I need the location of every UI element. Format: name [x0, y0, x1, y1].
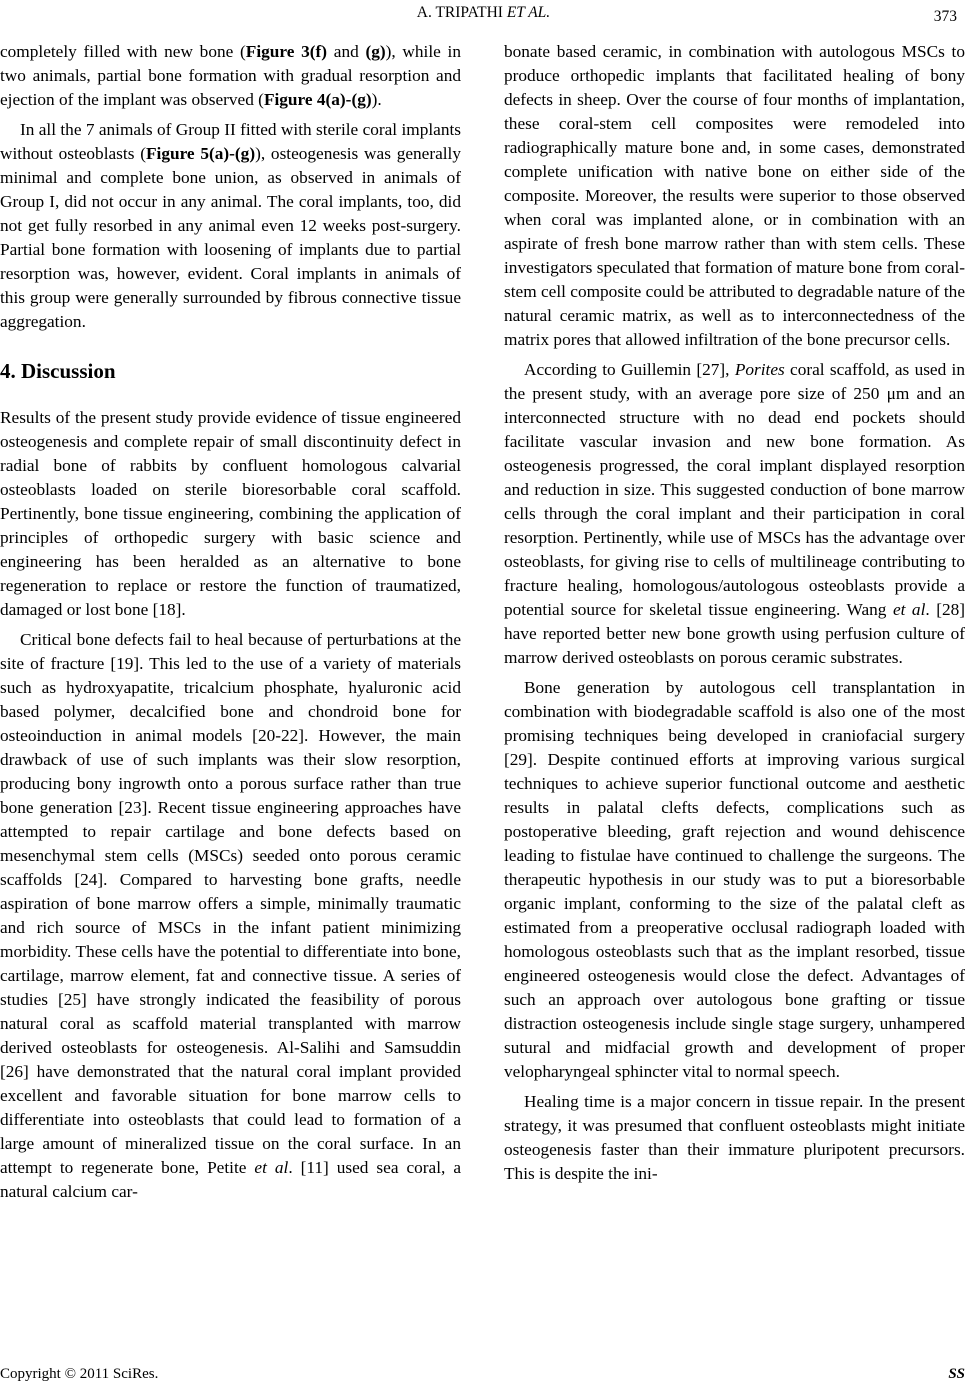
text-run: ).	[371, 90, 382, 109]
section-heading: 4. Discussion	[0, 359, 116, 383]
text-run: In all the 7 animals of Group II fitted with sterile coral implants without osteoblasts (	[0, 120, 461, 163]
running-head-etal: ET AL.	[506, 4, 551, 21]
page-header	[0, 2, 967, 26]
figure-ref: (g)	[365, 42, 386, 61]
figure-ref: Figure 5(a)-(g)	[145, 144, 256, 163]
text-run: coral scaffold, as used in the present study, with an average pore size of 250 μm and an interconnected structure with no dead end pockets should facilitate vascular invasion and new bone formation. As osteogenesis progressed, the coral implant displayed resorption and reduction in size. This suggested conduction of bone marrow cells through the coral implant and their participation in coral resorption. Pertinently, while use of MSCs has the advantage over osteoblasts, for giving rise to cells of multilineage contributing to fracture healing, homologous/autologous osteoblasts provide a potential source for skeletal tissue engineering. Wang	[504, 360, 965, 619]
figure-ref: Figure 4(a)-(g)	[263, 90, 372, 109]
figure-ref: Figure 3(f)	[245, 42, 328, 61]
italic-text: et al	[254, 1158, 289, 1177]
copyright-notice: Copyright © 2011 SciRes.	[0, 1366, 159, 1382]
paragraph	[0, 118, 461, 334]
text-run: Critical bone defects fail to heal because of perturbations at the site of fracture [19]. This led to the use of a variety of materials such as hydroxyapatite, tricalcium phosphate, hyaluronic acid based polymer, decalcified bone and chondroid bone for osteoinduction in animal models [20-22]. However, the main drawback of use of such implants was their slow resorption, producing bony ingrowth onto a porous surface rather than true bone generation [23]. Recent tissue engineering approaches have attempted to repair cartilage and bone defects based on mesenchymal stem cells (MSCs) seeded onto porous ceramic scaffolds [24]. Compared to harvesting bone grafts, needle aspiration of bone marrow offers a simple, minimally traumatic and rich source of MSCs in the infant patient minimizing morbidity. These cells have the potential to differentiate into bone, cartilage, marrow element, fat and connective tissue. A series of studies [25] have strongly indicated the feasibility of porous natural coral as scaffold material transplanted with marrow derived osteoblasts for osteogenesis. Al-Salihi and Samsuddin [26] have demonstrated that the natural coral implant provided excellent and favorable situation for bone marrow cells to differentiate into osteoblasts that could lead to formation of a large amount of mineralized tissue on the coral surface. In an attempt to regenerate bone, Petite	[0, 630, 461, 1177]
running-head	[0, 4, 967, 22]
left-column	[0, 40, 461, 1210]
running-head-author: A. TRIPATHI	[416, 4, 503, 21]
journal-abbreviation: SS	[948, 1366, 965, 1382]
italic-text: Porites	[734, 360, 785, 379]
text-run: . [11] used sea coral, a natural calcium car-	[0, 1158, 462, 1201]
text-run: According to Guillemin [27],	[524, 360, 735, 379]
right-column	[504, 40, 965, 1192]
text-run: completely filled with new bone (	[0, 42, 246, 61]
text-run: ), osteogenesis was generally minimal and complete bone union, as observed in animals of Group I, did not occur in any animal. The coral implants, too, did not get fully resorbed in any animal even 12 weeks post-surgery. Partial bone formation with loosening of implants due to partial resorption was, however, evident. Coral implants in animals of this group were generally surrounded by fibrous connective tissue aggregation.	[0, 144, 461, 331]
text-run: . [28] have reported better new bone growth using perfusion culture of marrow derived osteoblasts on porous ceramic substrates.	[504, 600, 966, 667]
paragraph: Results of the present study provide evidence of tissue engineered osteogenesis and complete repair of small discontinuity defect in radial bone of rabbits by confluent homologous calvarial osteoblasts loaded on sterile bioresorbable coral scaffold. Pertinently, bone tissue engineering, combining the application of principles of orthopedic surgery with basic science and engineering has been heralded as an alternative to bone regeneration to replace or restore the function of traumatized, damaged or lost bone [18].	[0, 408, 461, 619]
text-run: and	[327, 42, 366, 61]
paragraph	[0, 628, 461, 1204]
paragraph	[0, 40, 461, 112]
paragraph: Healing time is a major concern in tissue repair. In the present strategy, it was presumed that confluent osteoblasts might initiate osteogenesis faster than their immature pluripotent precursors. This is despite the ini-	[504, 1092, 965, 1183]
page-number: 373	[933, 8, 957, 25]
text-run: ), while in two animals, partial bone formation with gradual resorption and ejection of the implant was observed (	[0, 42, 461, 109]
paragraph: bonate based ceramic, in combination with autologous MSCs to produce orthopedic implants that facilitated healing of bony defects in sheep. Over the course of four months of implantation, these coral-stem cell composites were remodeled into radiographically mature bone and, in some cases, demonstrated complete unification with native bone on either side of the composite. Moreover, the results were superior to those observed when coral was implanted alone, or in combination with an aspirate of fresh bone marrow rather than with stem cells. These investigators speculated that formation of mature bone from coral-stem cell composite could be attributed to degradable nature of the natural ceramic matrix, as well as to interconnectedness of the matrix pores that allowed infiltration of the bone precursor cells.	[504, 42, 965, 349]
paragraph: Bone generation by autologous cell transplantation in combination with biodegradable scaffold is also one of the most promising techniques being developed in craniofacial surgery [29]. Despite continued efforts at improving various surgical techniques to achieve superior functional outcome and aesthetic results in palatal clefts defects, complications such as postoperative bleeding, graft rejection and wound dehiscence leading to fistulae have continued to challenge the surgeons. The therapeutic hypothesis in our study was to put a bioresorbable organic implant, conforming to the size of the palatal cleft as estimated from a preoperative occlusal radiograph loaded with homologous osteoblasts such that as the implant resorbed, tissue engineered osteogenesis would close the defect. Advantages of such an approach over autologous bone grafting or tissue distraction osteogenesis include single stage surgery, unhampered sutural and midfacial growth and development of proper velopharyngeal sphincter vital to normal speech.	[504, 678, 965, 1081]
paragraph	[504, 358, 965, 670]
italic-text: et al	[892, 600, 926, 619]
